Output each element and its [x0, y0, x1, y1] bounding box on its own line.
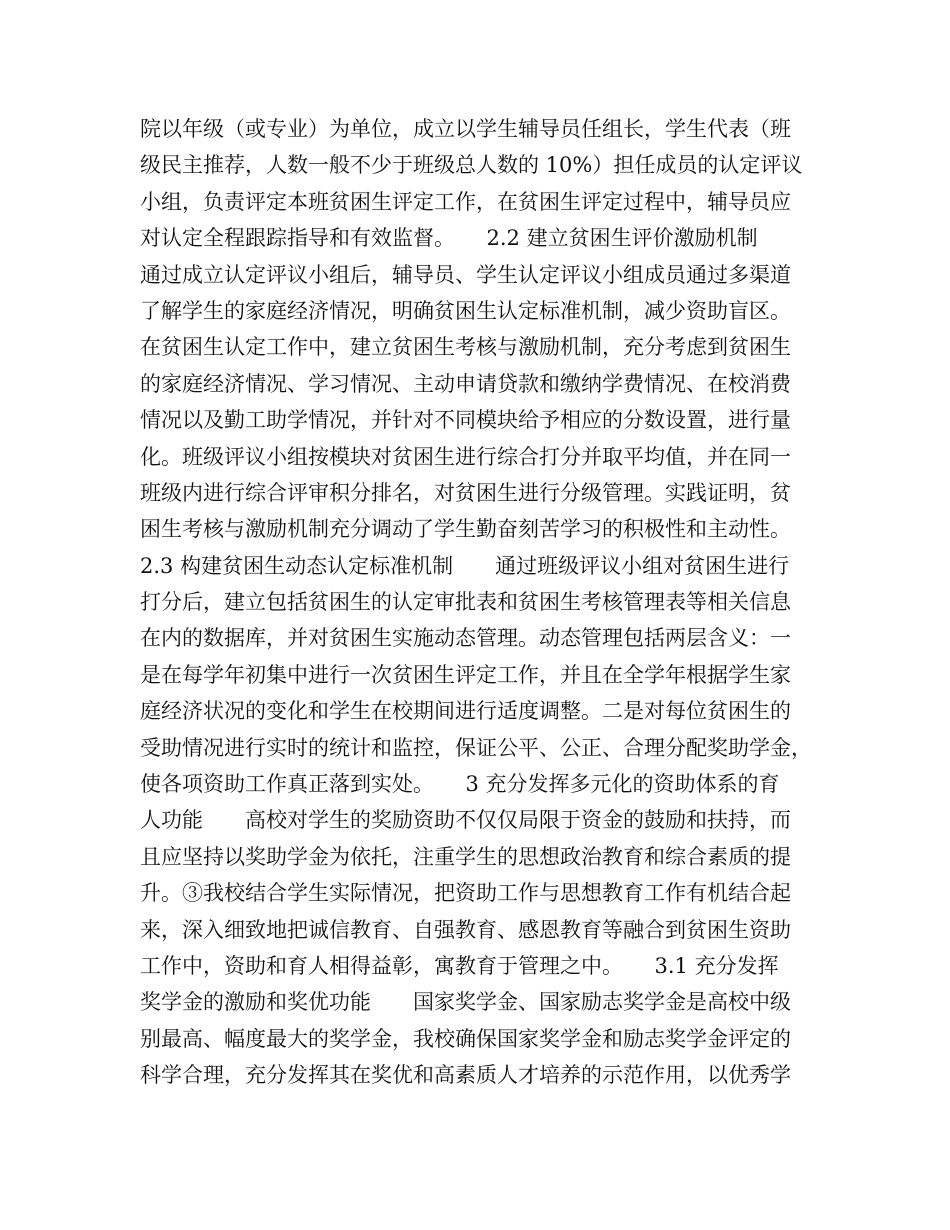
text-line: 情况以及勤工助学情况，并针对不同模块给予相应的分数设置，进行量: [140, 408, 791, 433]
text-line: 班级内进行综合评审积分排名，对贫困生进行分级管理。实践证明，贫: [140, 480, 791, 505]
text-line: 的家庭经济情况、学习情况、主动申请贷款和缴纳学费情况、在校消费: [140, 371, 791, 396]
body-text: [140, 111, 820, 1094]
text-line: 奖学金的激励和奖优功能 国家奖学金、国家励志奖学金是高校中级: [140, 990, 791, 1015]
text-line: 小组，负责评定本班贫困生评定工作，在贫困生评定过程中，辅导员应: [140, 189, 791, 214]
text-line: 在贫困生认定工作中，建立贫困生考核与激励机制，充分考虑到贫困生: [140, 335, 791, 360]
text-line: 升。③我校结合学生实际情况，把资助工作与思想教育工作有机结合起: [140, 881, 791, 906]
text-line: 人功能 高校对学生的奖励资助不仅仅局限于资金的鼓励和扶持，而: [140, 808, 791, 833]
text-line: 且应坚持以奖助学金为依托，注重学生的思想政治教育和综合素质的提: [140, 844, 791, 869]
text-line: 化。班级评议小组按模块对贫困生进行综合打分并取平均值，并在同一: [140, 444, 791, 469]
text-line: 对认定全程跟踪指导和有效监督。 2.2 建立贫困生评价激励机制: [140, 226, 758, 251]
text-line: 受助情况进行实时的统计和监控，保证公平、公正、合理分配奖助学金，: [140, 735, 812, 760]
text-line: 打分后，建立包括贫困生的认定审批表和贫困生考核管理表等相关信息: [140, 590, 791, 615]
text-line: 通过成立认定评议小组后，辅导员、学生认定评议小组成员通过多渠道: [140, 262, 791, 287]
text-line: 是在每学年初集中进行一次贫困生评定工作，并且在全学年根据学生家: [140, 662, 791, 687]
text-line: 工作中，资助和育人相得益彰，寓教育于管理之中。 3.1 充分发挥: [140, 953, 779, 978]
text-line: 来，深入细致地把诚信教育、自强教育、感恩教育等融合到贫困生资助: [140, 917, 791, 942]
text-line: 困生考核与激励机制充分调动了学生勤奋刻苦学习的积极性和主动性。: [140, 517, 791, 542]
text-line: 在内的数据库，并对贫困生实施动态管理。动态管理包括两层含义：一: [140, 626, 791, 651]
text-line: 别最高、幅度最大的奖学金，我校确保国家奖学金和励志奖学金评定的: [140, 1026, 791, 1051]
text-line: 科学合理，充分发挥其在奖优和高素质人才培养的示范作用，以优秀学: [140, 1063, 791, 1088]
text-line: 院以年级（或专业）为单位，成立以学生辅导员任组长，学生代表（班: [140, 117, 791, 141]
text-line: 了解学生的家庭经济情况，明确贫困生认定标准机制，减少资助盲区。: [140, 298, 791, 323]
text-line: 使各项资助工作真正落到实处。 3 充分发挥多元化的资助体系的育: [140, 772, 780, 797]
text-line: 2.3 构建贫困生动态认定标准机制 通过班级评议小组对贫困生进行: [140, 553, 790, 578]
text-line: 级民主推荐，人数一般不少于班级总人数的 10%）担任成员的认定评议: [140, 153, 803, 178]
text-line: 庭经济状况的变化和学生在校期间进行适度调整。二是对每位贫困生的: [140, 699, 791, 724]
